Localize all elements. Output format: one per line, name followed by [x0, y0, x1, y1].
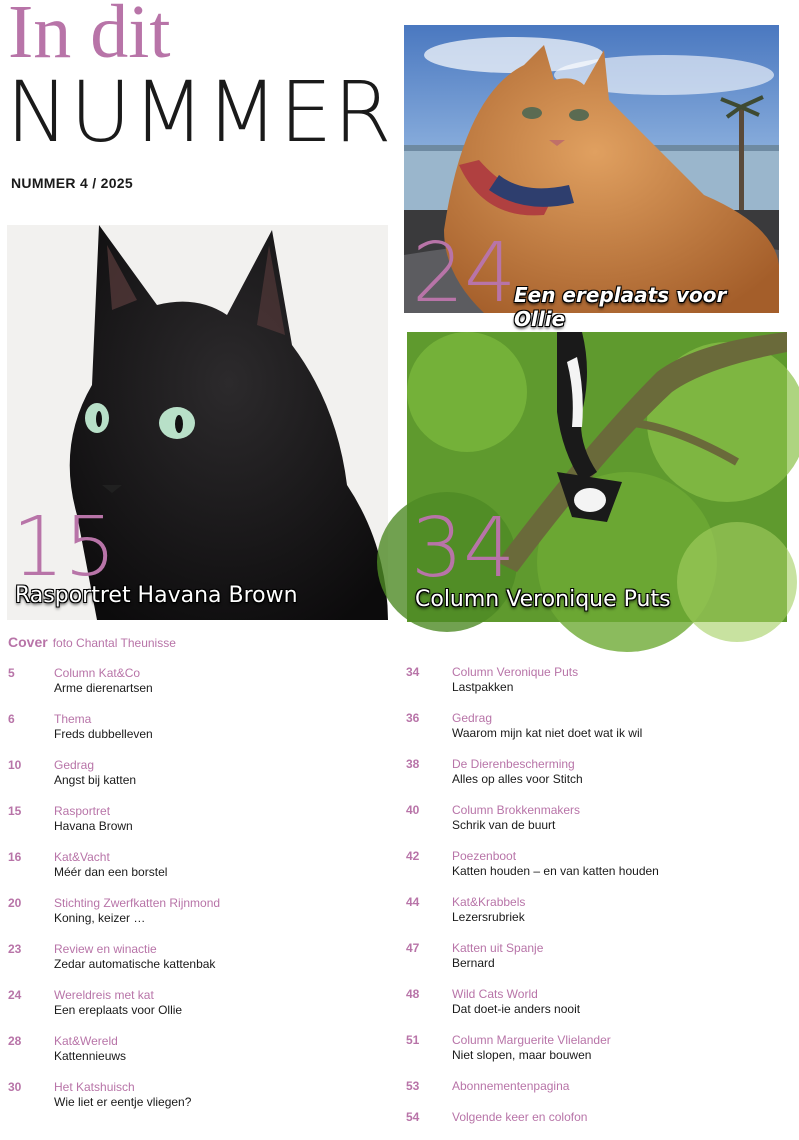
toc-page-number: 10: [8, 758, 22, 772]
toc-section: Gedrag: [54, 758, 95, 772]
toc-title: Schrik van de buurt: [452, 818, 556, 832]
toc-title: Waarom mijn kat niet doet wat ik wil: [452, 726, 643, 740]
cover-label: Cover: [8, 634, 48, 650]
feature-number: 24: [412, 226, 517, 321]
toc-section: Column Veronique Puts: [452, 665, 579, 679]
toc-page-number: 34: [406, 665, 420, 679]
toc-page-number: 20: [8, 896, 22, 910]
toc-page-number: 30: [8, 1080, 22, 1094]
toc-title: Lezersrubriek: [452, 910, 525, 924]
toc-title: Havana Brown: [54, 819, 133, 833]
toc-section: Poezenboot: [452, 849, 517, 863]
feature-photo-veronique[interactable]: [407, 332, 787, 622]
toc-section: Volgende keer en colofon: [452, 1110, 588, 1124]
toc-section: Katten uit Spanje: [452, 941, 544, 955]
toc-section: Column Marguerite Vlielander: [452, 1033, 611, 1047]
title-nummer: NUMMER: [6, 63, 393, 161]
toc-title: Freds dubbelleven: [54, 727, 153, 741]
toc-title: Bernard: [452, 956, 495, 970]
toc-title: Niet slopen, maar bouwen: [452, 1048, 592, 1062]
toc-title: Katten houden – en van katten houden: [452, 864, 659, 878]
title-in-dit: In dit: [8, 0, 171, 74]
toc-title: Alles op alles voor Stitch: [452, 772, 583, 786]
toc-title: Koning, keizer …: [54, 911, 146, 925]
toc-page-number: 48: [406, 987, 420, 1001]
feature-number: 15: [12, 500, 117, 595]
toc-title: Angst bij katten: [54, 773, 137, 787]
toc-section: Kat&Wereld: [54, 1034, 118, 1048]
toc-page-number: 53: [406, 1079, 420, 1093]
toc-page-number: 44: [406, 895, 420, 909]
toc-title: Lastpakken: [452, 680, 514, 694]
toc-section: Kat&Krabbels: [452, 895, 526, 909]
toc-page-number: 5: [8, 666, 15, 680]
toc-page-number: 47: [406, 941, 420, 955]
toc-section: Kat&Vacht: [54, 850, 110, 864]
feature-caption: Een ereplaats voor Ollie: [514, 283, 727, 331]
issue-label: NUMMER 4 / 2025: [11, 175, 133, 191]
toc-section: Rasportret: [54, 804, 111, 818]
toc-page-number: 28: [8, 1034, 22, 1048]
feature-number: 34: [411, 501, 516, 596]
toc-page-number: 15: [8, 804, 22, 818]
toc-title: Arme dierenartsen: [54, 681, 153, 695]
cover-text: foto Chantal Theunisse: [52, 636, 176, 650]
toc-section: Review en winactie: [54, 942, 157, 956]
toc-section: Abonnementenpagina: [452, 1079, 570, 1093]
toc-section: De Dierenbescherming: [452, 757, 575, 771]
toc-page-number: 40: [406, 803, 420, 817]
toc-title: Zedar automatische kattenbak: [54, 957, 216, 971]
toc-title: Dat doet-ie anders nooit: [452, 1002, 581, 1016]
feature-photo-havana[interactable]: [7, 225, 388, 620]
toc-section: Wild Cats World: [452, 987, 538, 1001]
toc-page-number: 23: [8, 942, 22, 956]
toc-page-number: 6: [8, 712, 15, 726]
toc-title: Méér dan een borstel: [54, 865, 168, 879]
toc-title: Een ereplaats voor Ollie: [54, 1003, 183, 1017]
toc-section: Het Katshuisch: [54, 1080, 135, 1094]
toc-page-number: 38: [406, 757, 420, 771]
toc-page-number: 42: [406, 849, 420, 863]
toc-title: Wie liet er eentje vliegen?: [54, 1095, 192, 1109]
toc-title: Kattennieuws: [54, 1049, 127, 1063]
toc-section: Wereldreis met kat: [54, 988, 154, 1002]
toc-section: Thema: [54, 712, 92, 726]
feature-caption: Rasportret Havana Brown: [15, 583, 298, 608]
feature-caption: Column Veronique Puts: [415, 587, 671, 612]
cover-credit: [8, 634, 176, 650]
toc-page-number: 54: [406, 1110, 420, 1124]
feature-photo-ollie[interactable]: [404, 25, 779, 331]
toc-page-number: 24: [8, 988, 22, 1002]
toc-page-number: 36: [406, 711, 420, 725]
toc-section: Stichting Zwerfkatten Rijnmond: [54, 896, 221, 910]
toc-section: Column Kat&Co: [54, 666, 141, 680]
toc-section: Gedrag: [452, 711, 493, 725]
toc-page-number: 51: [406, 1033, 420, 1047]
toc-page-number: 16: [8, 850, 22, 864]
toc-section: Column Brokkenmakers: [452, 803, 581, 817]
